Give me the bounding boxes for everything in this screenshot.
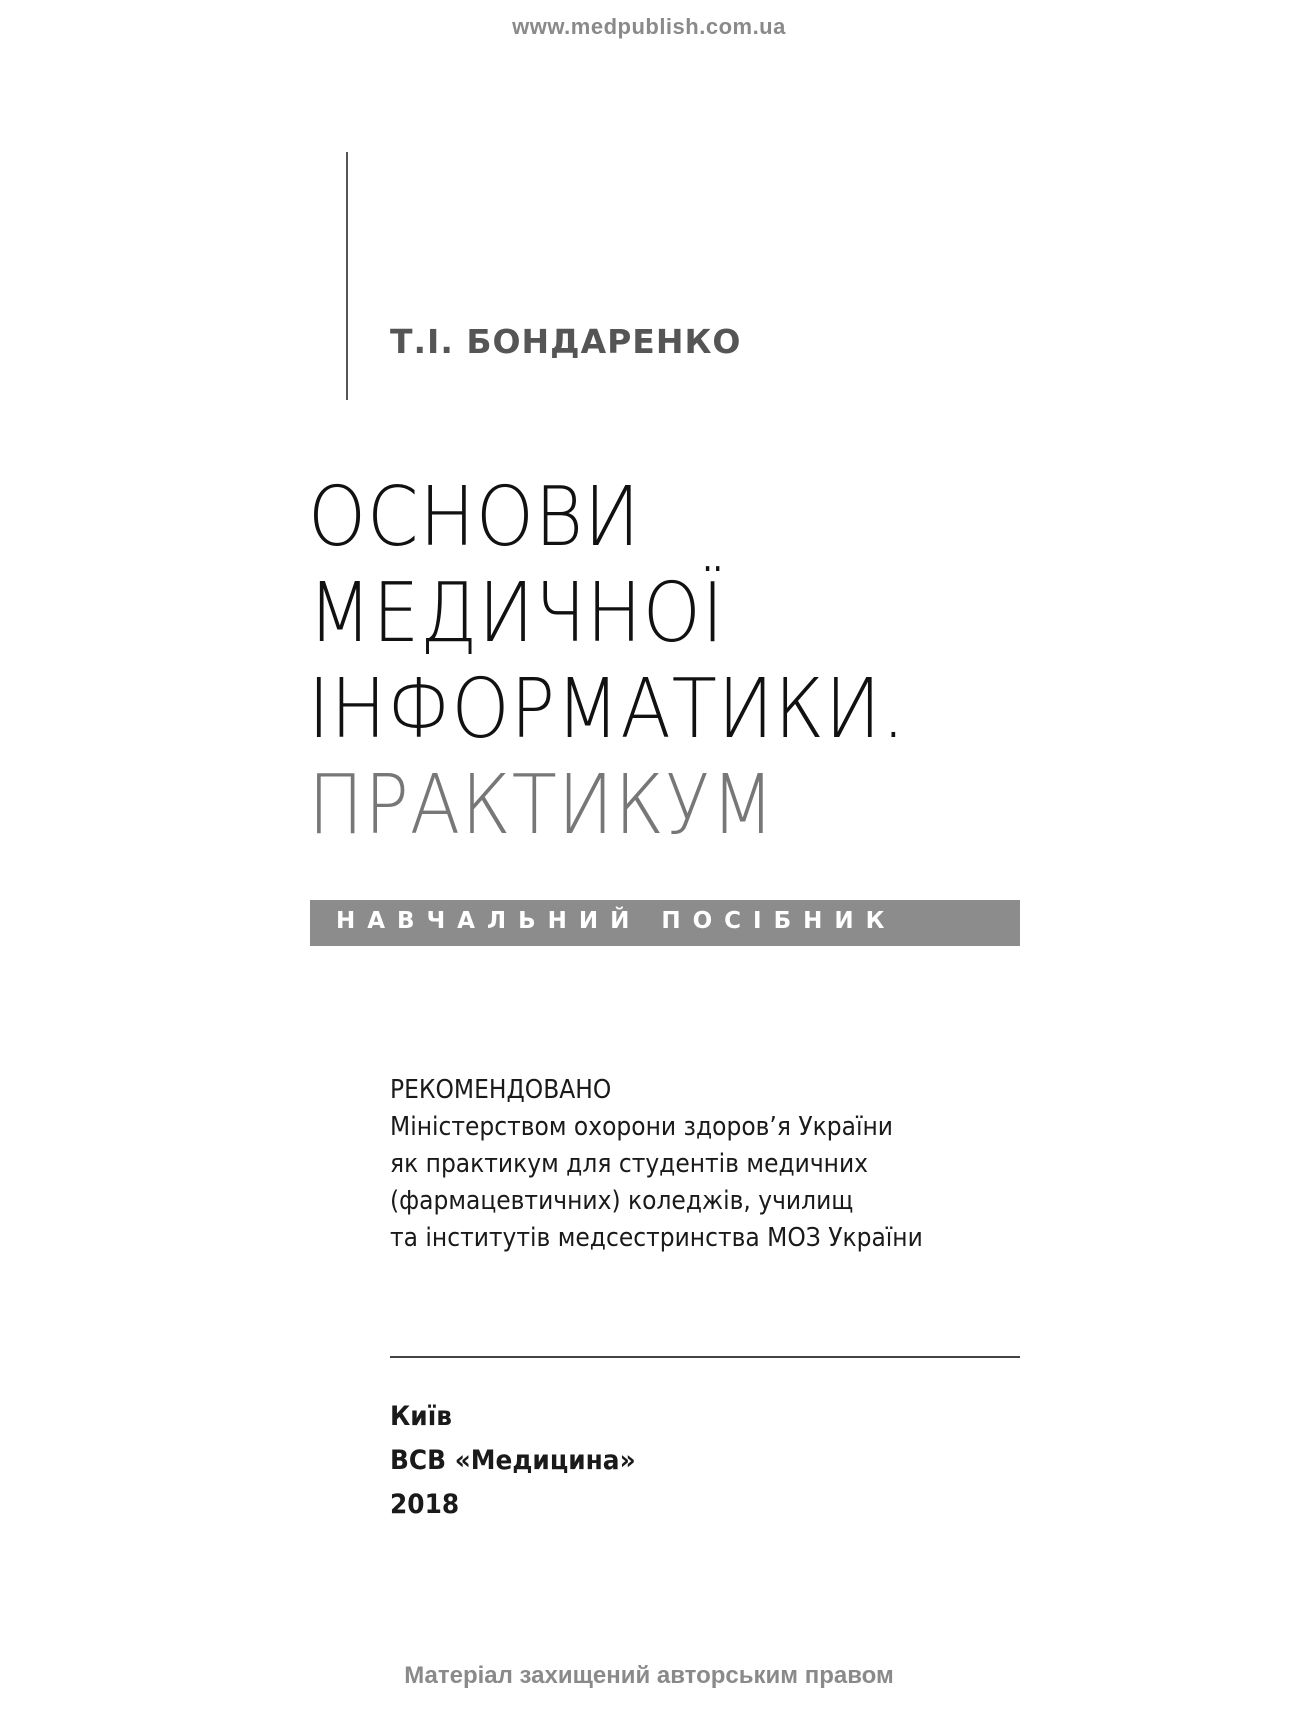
horizontal-divider <box>390 1356 1020 1358</box>
book-title <box>308 470 906 854</box>
title-line-3: ІНФОРМАТИКИ. <box>308 662 906 757</box>
publisher-city: Київ <box>390 1401 452 1432</box>
title-line-1: ОСНОВИ <box>308 470 641 565</box>
copyright-watermark: Матеріал захищений авторським правом <box>404 1662 894 1689</box>
author-vertical-rule <box>346 152 348 400</box>
recommendation-line-4: (фармацевтичних) коледжів, училищ <box>390 1186 854 1216</box>
recommendation-line-3: як практикум для студентів медичних <box>390 1149 869 1179</box>
publisher-name: ВСВ «Медицина» <box>390 1445 636 1476</box>
author-name: Т.І. БОНДАРЕНКО <box>390 322 742 361</box>
recommendation-block <box>390 1072 923 1257</box>
recommendation-line-2: Міністерством охорони здоров’я України <box>390 1112 893 1142</box>
watermark-url: www.medpublish.com.ua <box>512 14 786 39</box>
subtitle-banner <box>310 900 1020 946</box>
recommendation-line-1: РЕКОМЕНДОВАНО <box>390 1075 612 1105</box>
recommendation-line-5: та інститутів медсестринства МОЗ України <box>390 1223 923 1253</box>
publisher-block <box>390 1395 636 1527</box>
title-line-2: МЕДИЧНОЇ <box>308 566 725 661</box>
title-line-4: ПРАКТИКУМ <box>308 758 776 853</box>
subtitle-text: НАВЧАЛЬНИЙ ПОСІБНИК <box>336 908 897 934</box>
publication-year: 2018 <box>390 1489 460 1520</box>
